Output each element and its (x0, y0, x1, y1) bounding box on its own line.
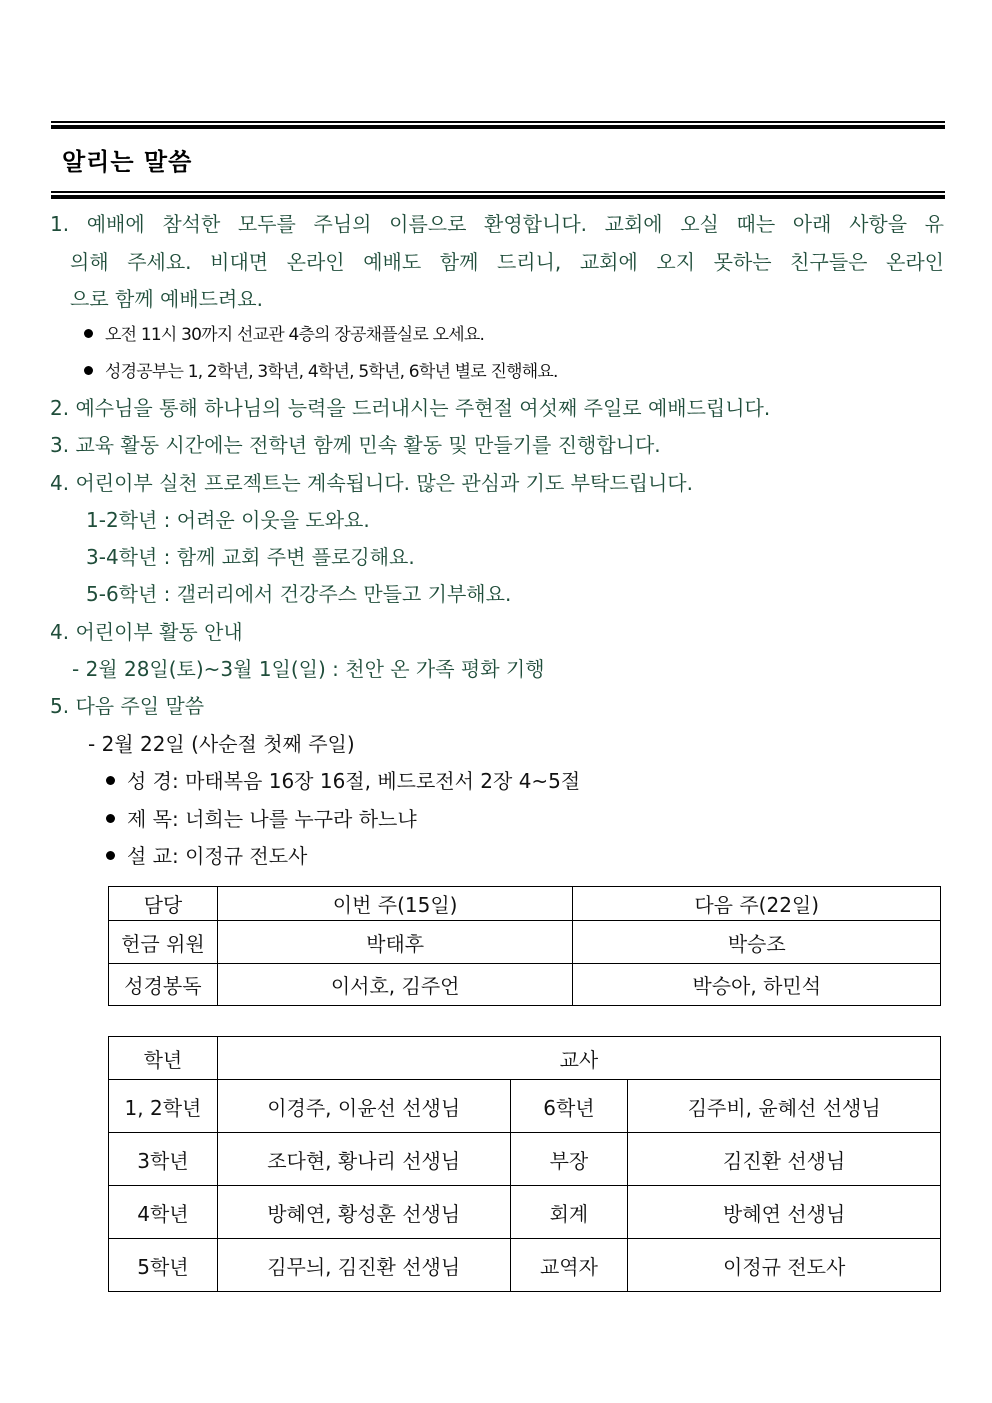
announcement-3: 3. 교육 활동 시간에는 전학년 함께 민속 활동 및 만들기를 진행합니다. (50, 433, 661, 457)
teacher-table (108, 1036, 941, 1292)
announcement-1-line-2: 의해 주세요. 비대면 온라인 예배도 함께 드리니, 교회에 오지 못하는 친구들은 온라인 (70, 250, 944, 274)
table-row (109, 964, 941, 1006)
next-sunday-scripture: 성 경: 마태복음 16장 16절, 베드로전서 2장 4~5절 (106, 768, 580, 794)
top-double-rule (51, 121, 945, 130)
table-row (109, 1080, 941, 1133)
table-row (109, 1239, 941, 1292)
header-cell: 학년 (109, 1037, 218, 1080)
duty-table (108, 886, 941, 1006)
table-cell: 회계 (510, 1186, 628, 1239)
activity-detail: - 2월 28일(토)~3월 1일(일) : 천안 온 가족 평화 기행 (72, 657, 545, 681)
table-cell: 5학년 (109, 1239, 218, 1292)
announcement-1-line-1: 1. 예배에 참석한 모두를 주님의 이름으로 환영합니다. 교회에 오실 때는 아래 사항을 유 (50, 212, 944, 236)
header-cell: 이번 주(15일) (217, 887, 573, 921)
announcement-4: 4. 어린이부 실천 프로젝트는 계속됩니다. 많은 관심과 기도 부탁드립니다. (50, 471, 693, 495)
bullet-icon (84, 329, 93, 338)
table-cell: 부장 (510, 1133, 628, 1186)
announcement-4b: 4. 어린이부 활동 안내 (50, 620, 243, 644)
announcement-1-line-3: 으로 함께 예배드려요. (70, 287, 263, 311)
duty-table-header (109, 887, 941, 921)
table-cell: 3학년 (109, 1133, 218, 1186)
table-cell: 4학년 (109, 1186, 218, 1239)
announcement-1-bullet: 성경공부는 1, 2학년, 3학년, 4학년, 5학년, 6학년 별로 진행해요. (84, 359, 558, 385)
announcement-2: 2. 예수님을 통해 하나님의 능력을 드러내시는 주현절 여섯째 주일로 예배드립니다. (50, 396, 771, 420)
announcement-1-bullet: 오전 11시 30까지 선교관 4층의 장공채플실로 오세요. (84, 322, 484, 348)
project-grade-5-6: 5-6학년 : 갤러리에서 건강주스 만들고 기부해요. (86, 582, 512, 606)
table-row (109, 921, 941, 964)
next-sunday-title: 제 목: 너희는 나를 누구라 하느냐 (106, 806, 417, 832)
project-grade-3-4: 3-4학년 : 함께 교회 주변 플로깅해요. (86, 545, 415, 569)
bullet-icon (106, 776, 115, 785)
table-cell: 박승조 (573, 921, 941, 964)
bullet-icon (84, 366, 93, 375)
next-sunday-date: - 2월 22일 (사순절 첫째 주일) (88, 732, 355, 756)
table-cell: 헌금 위원 (109, 921, 218, 964)
table-cell: 이정규 전도사 (628, 1239, 941, 1292)
table-cell: 조다현, 황나리 선생님 (217, 1133, 510, 1186)
table-cell: 김주비, 윤혜선 선생님 (628, 1080, 941, 1133)
table-cell: 6학년 (510, 1080, 628, 1133)
bullet-icon (106, 814, 115, 823)
table-row (109, 1186, 941, 1239)
bullet-icon (106, 851, 115, 860)
table-cell: 이서호, 김주언 (217, 964, 573, 1006)
header-cell: 교사 (217, 1037, 940, 1080)
table-cell: 김진환 선생님 (628, 1133, 941, 1186)
table-cell: 방혜연 선생님 (628, 1186, 941, 1239)
next-sunday-preacher: 설 교: 이정규 전도사 (106, 843, 307, 869)
section-title: 알리는 말씀 (62, 148, 193, 176)
table-cell: 방혜연, 황성훈 선생님 (217, 1186, 510, 1239)
teacher-table-header (109, 1037, 941, 1080)
announcement-5: 5. 다음 주일 말씀 (50, 694, 205, 718)
table-cell: 박태후 (217, 921, 573, 964)
table-cell: 김무늬, 김진환 선생님 (217, 1239, 510, 1292)
table-cell: 교역자 (510, 1239, 628, 1292)
table-cell: 성경봉독 (109, 964, 218, 1006)
header-cell: 다음 주(22일) (573, 887, 941, 921)
table-cell: 이경주, 이윤선 선생님 (217, 1080, 510, 1133)
bottom-double-rule (51, 191, 945, 200)
table-row (109, 1133, 941, 1186)
project-grade-1-2: 1-2학년 : 어려운 이웃을 도와요. (86, 508, 370, 532)
table-cell: 박승아, 하민석 (573, 964, 941, 1006)
table-cell: 1, 2학년 (109, 1080, 218, 1133)
header-cell: 담당 (109, 887, 218, 921)
